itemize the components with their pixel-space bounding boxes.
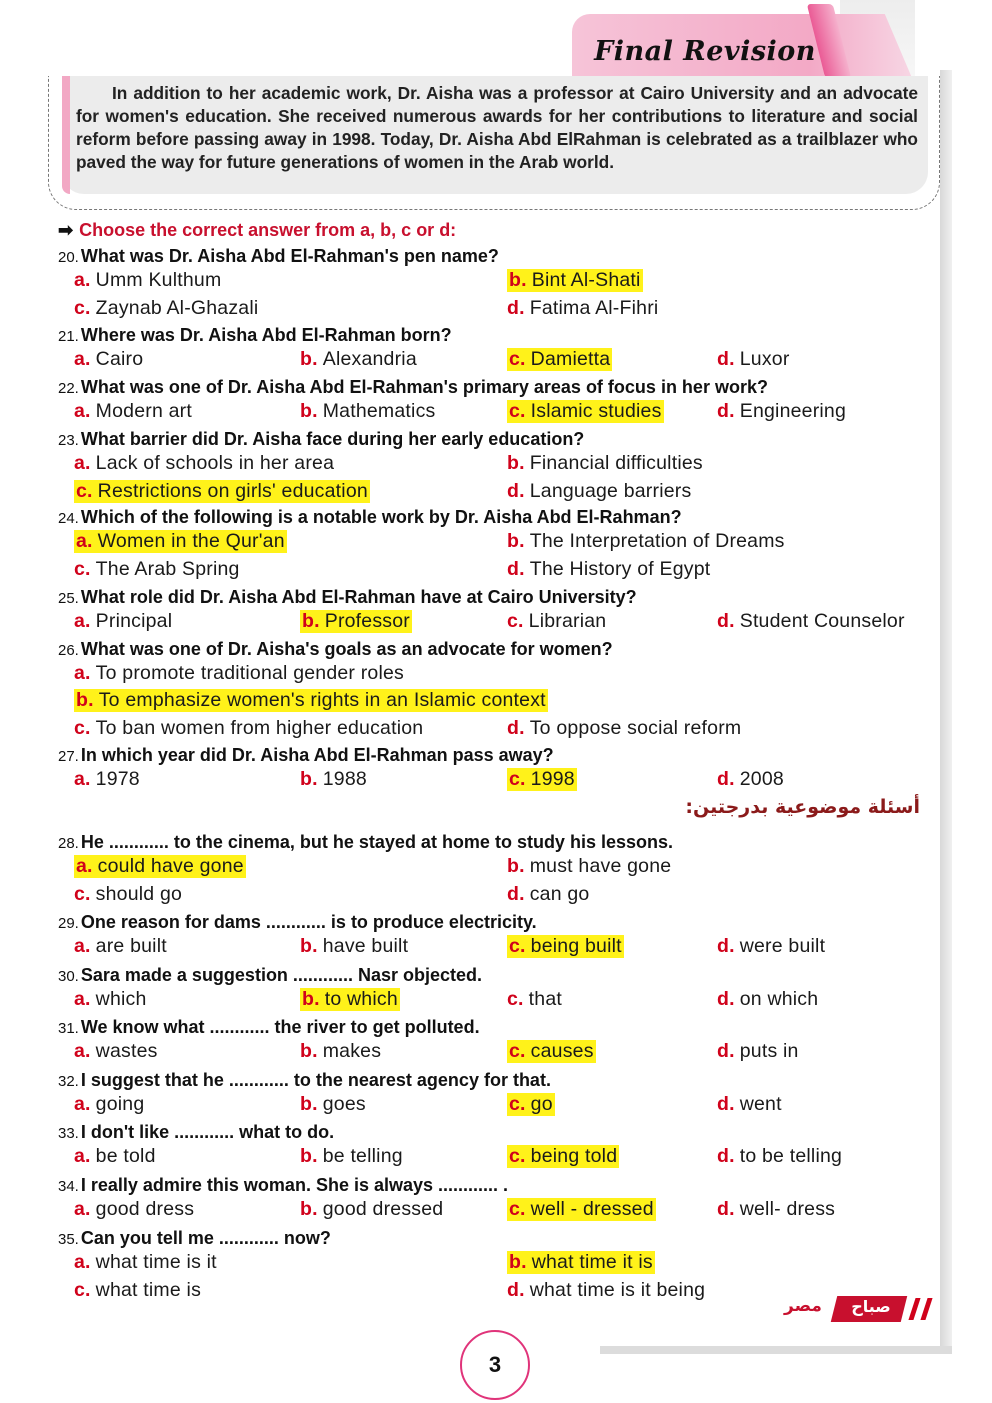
option-b[interactable] [300, 1198, 443, 1221]
option-d[interactable] [507, 1279, 705, 1302]
option-b[interactable] [300, 610, 412, 633]
option-text: Engineering [739, 400, 847, 422]
option-text: being built [530, 935, 622, 957]
option-b[interactable] [300, 400, 435, 423]
option-text: could have gone [97, 855, 244, 877]
page-edge-decoration [940, 70, 952, 1350]
option-text: 1988 [322, 768, 367, 790]
option-a[interactable] [74, 1040, 158, 1063]
option-text: good dressed [322, 1198, 444, 1220]
option-text: well- dress [739, 1198, 836, 1220]
option-letter: a. [74, 400, 91, 422]
option-a[interactable] [74, 1198, 194, 1221]
option-d[interactable] [507, 717, 741, 740]
question-31 [58, 1017, 480, 1038]
option-d[interactable] [507, 558, 710, 581]
question-number: 34. [58, 1178, 79, 1195]
question-number: 31. [58, 1020, 79, 1037]
question-number: 32. [58, 1073, 79, 1090]
option-d[interactable] [717, 400, 846, 423]
option-text: The Interpretation of Dreams [529, 530, 785, 552]
option-text: causes [530, 1040, 594, 1062]
option-text: To ban women from higher education [95, 717, 424, 739]
option-letter: c. [509, 348, 526, 370]
question-number: 35. [58, 1231, 79, 1248]
option-letter: d. [507, 883, 525, 905]
option-letter: c. [509, 1040, 526, 1062]
option-text: wastes [95, 1040, 158, 1062]
question-text: What was one of Dr. Aisha's goals as an advocate for women? [80, 639, 613, 659]
option-text: Alexandria [322, 348, 417, 370]
option-letter: b. [509, 269, 527, 291]
option-text: Librarian [528, 610, 607, 632]
question-number: 20. [58, 249, 79, 266]
option-letter: a. [74, 935, 91, 957]
option-letter: b. [300, 935, 318, 957]
question-34 [58, 1175, 508, 1196]
option-a[interactable] [74, 935, 167, 958]
option-text: what time it is [531, 1251, 653, 1273]
option-text: Modern art [95, 400, 192, 422]
option-text: to which [324, 988, 398, 1010]
option-c[interactable] [507, 610, 606, 633]
option-letter: a. [74, 768, 91, 790]
option-letter: a. [74, 348, 91, 370]
option-text: Cairo [95, 348, 144, 370]
option-text: Bint Al-Shati [531, 269, 641, 291]
option-text: 2008 [739, 768, 784, 790]
option-text: Language barriers [529, 480, 692, 502]
option-text: what time is it [95, 1251, 217, 1273]
option-d[interactable] [717, 610, 905, 633]
option-text: being told [530, 1145, 618, 1167]
option-c[interactable] [507, 935, 624, 958]
logo-bar [908, 1298, 920, 1320]
header-title: Final Revision [594, 36, 816, 67]
option-text: goes [322, 1093, 366, 1115]
question-25 [58, 587, 637, 608]
option-text: Restrictions on girls' education [97, 480, 368, 502]
option-text: good dress [95, 1198, 195, 1220]
option-letter: a. [74, 1093, 91, 1115]
option-c[interactable] [507, 1093, 555, 1116]
option-letter: a. [74, 1251, 91, 1273]
option-b[interactable] [300, 348, 417, 371]
option-text: The Arab Spring [95, 558, 240, 580]
option-a[interactable] [74, 610, 172, 633]
option-b[interactable] [507, 855, 671, 878]
option-letter: a. [76, 530, 93, 552]
option-letter: a. [74, 610, 91, 632]
option-letter: c. [74, 883, 91, 905]
option-b[interactable] [74, 689, 548, 712]
option-c[interactable] [507, 988, 562, 1011]
option-c[interactable] [507, 1040, 596, 1063]
option-text: should go [95, 883, 183, 905]
question-text: I really admire this woman. She is always ............ . [80, 1175, 509, 1195]
question-number: 29. [58, 915, 79, 932]
option-d[interactable] [717, 1093, 782, 1116]
option-c[interactable] [74, 297, 258, 320]
option-text: Damietta [530, 348, 611, 370]
option-letter: c. [74, 297, 91, 319]
option-d[interactable] [717, 1040, 799, 1063]
question-number: 26. [58, 642, 79, 659]
option-letter: b. [509, 1251, 527, 1273]
option-letter: a. [74, 988, 91, 1010]
option-b[interactable] [300, 1093, 366, 1116]
question-text: He ............ to the cinema, but he stayed at home to study his lessons. [80, 832, 673, 852]
option-a[interactable] [74, 768, 140, 791]
logo-word-masr: مصر [784, 1296, 822, 1316]
question-33 [58, 1122, 334, 1143]
question-text: What was one of Dr. Aisha Abd El-Rahman's primary areas of focus in her work? [80, 377, 768, 397]
option-letter: d. [717, 610, 735, 632]
option-c[interactable] [74, 480, 370, 503]
option-text: be told [95, 1145, 156, 1167]
option-text: Umm Kulthum [95, 269, 222, 291]
option-letter: a. [74, 1198, 91, 1220]
option-letter: b. [302, 610, 320, 632]
question-number: 24. [58, 510, 79, 527]
option-letter: d. [717, 1145, 735, 1167]
option-letter: a. [74, 269, 91, 291]
option-text: are built [95, 935, 167, 957]
option-a[interactable] [74, 1145, 156, 1168]
option-letter: b. [300, 400, 318, 422]
option-c[interactable] [74, 883, 182, 906]
option-letter: a. [74, 1040, 91, 1062]
option-text: Principal [95, 610, 173, 632]
question-27 [58, 745, 554, 766]
option-d[interactable] [717, 348, 790, 371]
page-number: 3 [460, 1330, 530, 1400]
option-d[interactable] [717, 1145, 842, 1168]
option-a[interactable] [74, 1093, 144, 1116]
option-text: To emphasize women's rights in an Islamic context [98, 689, 546, 711]
option-text: Lack of schools in her area [95, 452, 335, 474]
question-28 [58, 832, 673, 853]
logo-bar [920, 1298, 932, 1320]
option-text: Fatima Al-Fihri [529, 297, 659, 319]
option-letter: a. [74, 452, 91, 474]
question-text: One reason for dams ............ is to produce electricity. [80, 912, 537, 932]
option-letter: b. [76, 689, 94, 711]
question-30 [58, 965, 482, 986]
option-text: The History of Egypt [529, 558, 711, 580]
option-text: Luxor [739, 348, 790, 370]
question-number: 21. [58, 328, 79, 345]
option-c[interactable] [507, 400, 664, 423]
question-number: 23. [58, 432, 79, 449]
option-letter: c. [507, 988, 524, 1010]
option-letter: b. [507, 452, 525, 474]
option-letter: b. [507, 855, 525, 877]
option-d[interactable] [507, 480, 691, 503]
question-23 [58, 429, 584, 450]
option-letter: c. [74, 558, 91, 580]
option-letter: d. [717, 935, 735, 957]
question-number: 25. [58, 590, 79, 607]
option-a[interactable] [74, 400, 192, 423]
option-c[interactable] [74, 717, 423, 740]
option-letter: c. [509, 400, 526, 422]
question-text: Where was Dr. Aisha Abd El-Rahman born? [80, 325, 452, 345]
question-number: 33. [58, 1125, 79, 1142]
option-letter: d. [507, 480, 525, 502]
question-29 [58, 912, 537, 933]
option-text: have built [322, 935, 409, 957]
option-c[interactable] [74, 558, 240, 581]
option-text: well - dressed [530, 1198, 654, 1220]
option-letter: c. [74, 717, 91, 739]
option-text: Financial difficulties [529, 452, 703, 474]
option-d[interactable] [717, 935, 825, 958]
question-text: Can you tell me ............ now? [80, 1228, 331, 1248]
option-b[interactable] [507, 530, 785, 553]
option-text: must have gone [529, 855, 672, 877]
option-text: to be telling [739, 1145, 843, 1167]
question-number: 30. [58, 968, 79, 985]
option-letter: d. [507, 558, 525, 580]
page-bottom-decoration [600, 1346, 952, 1354]
option-letter: c. [509, 1093, 526, 1115]
option-d[interactable] [717, 988, 818, 1011]
option-letter: c. [509, 768, 526, 790]
option-text: 1998 [530, 768, 575, 790]
option-c[interactable] [507, 1145, 619, 1168]
option-letter: d. [507, 717, 525, 739]
option-letter: d. [717, 768, 735, 790]
option-letter: a. [74, 662, 91, 684]
option-d[interactable] [507, 883, 589, 906]
question-35 [58, 1228, 331, 1249]
question-text: What barrier did Dr. Aisha face during her early education? [80, 429, 585, 449]
question-26 [58, 639, 613, 660]
question-text: In which year did Dr. Aisha Abd El-Rahman pass away? [80, 745, 554, 765]
question-24 [58, 507, 682, 528]
option-letter: d. [717, 1040, 735, 1062]
option-text: what time is it being [529, 1279, 706, 1301]
option-letter: d. [717, 1093, 735, 1115]
option-text: which [95, 988, 147, 1010]
question-text: What role did Dr. Aisha Abd El-Rahman have at Cairo University? [80, 587, 637, 607]
option-a[interactable] [74, 452, 334, 475]
option-b[interactable] [300, 1040, 381, 1063]
option-letter: b. [300, 768, 318, 790]
option-d[interactable] [507, 297, 658, 320]
question-text: Sara made a suggestion ............ Nasr objected. [80, 965, 482, 985]
option-b[interactable] [507, 452, 703, 475]
option-a[interactable] [74, 1251, 217, 1274]
option-c[interactable] [74, 1279, 201, 1302]
option-letter: c. [76, 480, 93, 502]
option-letter: d. [507, 297, 525, 319]
option-text: Mathematics [322, 400, 436, 422]
option-text: Student Counselor [739, 610, 905, 632]
question-text: Which of the following is a notable work by Dr. Aisha Abd El-Rahman? [80, 507, 682, 527]
instruction [58, 220, 456, 241]
option-d[interactable] [717, 1198, 835, 1221]
question-32 [58, 1070, 551, 1091]
option-letter: b. [300, 1145, 318, 1167]
option-text: can go [529, 883, 590, 905]
question-number: 22. [58, 380, 79, 397]
option-letter: c. [74, 1279, 91, 1301]
option-letter: b. [300, 1093, 318, 1115]
option-letter: d. [717, 400, 735, 422]
option-text: Zaynab Al-Ghazali [95, 297, 259, 319]
option-letter: b. [300, 1198, 318, 1220]
option-c[interactable] [507, 768, 577, 791]
option-c[interactable] [507, 1198, 656, 1221]
option-letter: c. [509, 1198, 526, 1220]
option-b[interactable] [507, 269, 643, 292]
option-b[interactable] [300, 988, 400, 1011]
option-b[interactable] [300, 768, 367, 791]
option-text: were built [739, 935, 826, 957]
option-letter: d. [717, 1198, 735, 1220]
arrow-icon: ➡ [58, 220, 74, 240]
option-d[interactable] [717, 768, 784, 791]
option-text: makes [322, 1040, 382, 1062]
option-a[interactable] [74, 662, 404, 685]
option-b[interactable] [300, 1145, 403, 1168]
option-b[interactable] [507, 1251, 655, 1274]
option-letter: b. [300, 1040, 318, 1062]
question-number: 27. [58, 748, 79, 765]
question-20 [58, 246, 499, 267]
option-text: be telling [322, 1145, 403, 1167]
option-c[interactable] [507, 348, 612, 371]
passage-text: In addition to her academic work, Dr. Aisha was a professor at Cairo University and an advocate for women's education. She received numerous awards for her contributions to literature and social reform before passing away in 1998. Today, Dr. Aisha Abd ElRahman is celebrated as a trailblazer who paved the way for future generations of women in the Arab world. [76, 83, 918, 172]
option-a[interactable] [74, 269, 221, 292]
option-letter: d. [507, 1279, 525, 1301]
option-a[interactable] [74, 855, 246, 878]
question-number: 28. [58, 835, 79, 852]
question-text: What was Dr. Aisha Abd El-Rahman's pen name? [80, 246, 499, 266]
option-text: Islamic studies [530, 400, 662, 422]
question-22 [58, 377, 768, 398]
option-letter: c. [509, 935, 526, 957]
option-a[interactable] [74, 348, 143, 371]
option-letter: d. [717, 348, 735, 370]
option-letter: a. [74, 1145, 91, 1167]
option-letter: c. [507, 610, 524, 632]
option-text: To oppose social reform [529, 717, 742, 739]
option-text: going [95, 1093, 145, 1115]
question-text: I suggest that he ............ to the nearest agency for that. [80, 1070, 551, 1090]
option-text: 1978 [95, 768, 140, 790]
question-21 [58, 325, 452, 346]
option-text: go [530, 1093, 553, 1115]
option-letter: a. [76, 855, 93, 877]
logo-word-sabah: صباح [851, 1297, 891, 1316]
arabic-section-heading: أسئلة موضوعية بدرجتين: [685, 796, 920, 818]
question-text: We know what ............ the river to get polluted. [80, 1017, 480, 1037]
option-text: what time is [95, 1279, 202, 1301]
option-letter: d. [717, 988, 735, 1010]
option-letter: c. [509, 1145, 526, 1167]
instruction-text: Choose the correct answer from a, b, c or d: [79, 220, 457, 240]
option-text: puts in [739, 1040, 799, 1062]
option-letter: b. [302, 988, 320, 1010]
option-text: Professor [324, 610, 410, 632]
option-b[interactable] [300, 935, 408, 958]
option-text: To promote traditional gender roles [95, 662, 405, 684]
option-a[interactable] [74, 530, 287, 553]
sabah-masr-logo [784, 1294, 940, 1324]
option-text: that [528, 988, 562, 1010]
option-text: went [739, 1093, 782, 1115]
question-text: I don't like ............ what to do. [80, 1122, 335, 1142]
option-text: Women in the Qur'an [97, 530, 285, 552]
option-letter: b. [300, 348, 318, 370]
option-a[interactable] [74, 988, 147, 1011]
option-letter: b. [507, 530, 525, 552]
option-text: on which [739, 988, 819, 1010]
